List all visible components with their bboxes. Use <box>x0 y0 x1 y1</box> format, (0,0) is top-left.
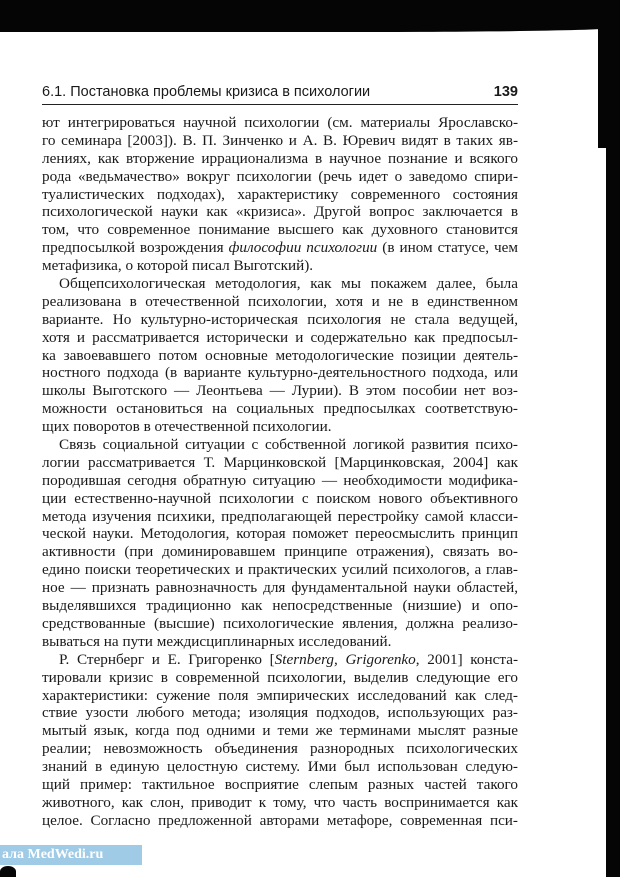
text-line: рода «ведьмачество» вокруг психологии (речь идет о заведомо спири- <box>42 167 518 185</box>
text-line: хотя и рассматривается исторически и содержательно как предпосыл- <box>42 328 518 346</box>
text-segment: Р. Стернберг и Е. Григоренко [ <box>59 650 275 668</box>
text-line: ции естественно-научной психологии с поиском нового объективного <box>42 489 518 507</box>
text-line: выделявшихся традиционно как непосредственные (низшие) и опо- <box>42 597 518 615</box>
text-line: целое. Согласно предложенной авторами метафоре, современная пси- <box>42 811 518 829</box>
text-line: мытый язык, когда под одними и теми же терминами мыслят разные <box>42 722 518 740</box>
text-line: варианте. Но культурно-историческая психология не стала ведущей, <box>42 310 518 328</box>
italic-citation: Sternberg, Grigorenko <box>274 650 416 668</box>
text-line: ное — признать равнозначность для фундаментальной науки областей, <box>42 579 518 597</box>
text-line: метафизика, о которой писал Выготский). <box>42 257 314 275</box>
paragraph-start-italic <box>42 651 518 669</box>
running-header <box>42 84 518 105</box>
text-segment: предпосылкой возрождения <box>42 239 229 257</box>
text-line: характеристики: сужение поля эмпирических исследований как след- <box>42 686 518 704</box>
italic-term: философии психологии <box>228 239 378 257</box>
running-header-title: 6.1. Постановка проблемы кризиса в психологии <box>42 84 371 100</box>
text-line: логии рассматривается Т. Марцинковской [Марцинковская, 2004] как <box>42 453 518 471</box>
scan-border-right <box>606 28 620 877</box>
paragraph-start: Общепсихологическая методология, как мы покажем далее, была <box>59 275 518 293</box>
text-line: метода изучения психики, предполагающей перестройку самой класси- <box>42 507 518 525</box>
body-text <box>42 114 518 830</box>
text-line: можности остановиться на социальных предпосылках соответствую- <box>42 400 518 418</box>
text-segment: (в ином статусе, чем <box>377 239 518 257</box>
scan-border-top-shadow <box>0 20 620 32</box>
text-line: психологической науки как «кризиса». Другой вопрос заключается в <box>42 203 518 221</box>
text-line: реализована в отечественной психологии, хотя и не в единственном <box>42 292 518 310</box>
text-line: школы Выготского — Леонтьева — Лурии). В этом пособии нет воз- <box>42 382 518 400</box>
text-line: вываться на пути междисциплинарных исследований. <box>42 632 392 650</box>
text-line: ческой науки. Методология, которая поможет переосмыслить принцип <box>42 525 518 543</box>
text-line: ка завоевавшего потом основные методологические позиции деятель- <box>42 346 518 364</box>
page-number: 139 <box>493 84 518 100</box>
text-line: ют интегрироваться научной психологии (см. материалы Ярославско- <box>42 114 518 131</box>
text-line: тировали кризис в современной психологии, выделив следующие его <box>42 668 518 686</box>
text-line: ностного подхода (в варианте культурно-деятельностного подхода, или <box>42 364 518 382</box>
text-line: животного, как слон, приводит к тому, что часть воспринимается как <box>42 793 518 811</box>
text-segment: , 2001] конста- <box>415 650 518 668</box>
text-line: активности (при доминировавшем принципе отражения), связать во- <box>42 543 518 561</box>
text-line-italic <box>42 239 518 257</box>
text-line: лениях, как вторжение иррационализма в научное познание и всякого <box>42 149 518 167</box>
scan-artifact <box>0 866 16 877</box>
paragraph-start: Связь социальной ситуации с собственной логикой развития психо- <box>59 436 518 454</box>
text-line: реалии; невозможность объединения разнородных психологических <box>42 740 518 758</box>
text-line: едино поиски теоретических и практических усилий психологов, а глав- <box>42 561 518 579</box>
text-line: знаний в единую целостную систему. Ими был использован следую- <box>42 758 518 776</box>
text-line: го семинара [2003]). В. П. Зинченко и А. В. Юревич видят в таких яв- <box>42 131 518 149</box>
text-line: щий пример: тактильное восприятие слепым разных частей такого <box>42 775 518 793</box>
text-line: том, что современное понимание высшего как духовного становится <box>42 221 518 239</box>
watermark: ала MedWedi.ru <box>0 845 142 865</box>
text-line: породившая сегодня обратную ситуацию — необходимости модифика- <box>42 471 518 489</box>
text-line: средствованные (высшие) психологические явления, должна реализо- <box>42 614 518 632</box>
text-line: туалистических подходах), характеристику современного состояния <box>42 185 518 203</box>
text-line: щих поворотов в отечественной психологии. <box>42 418 332 436</box>
text-line: ствие узости любого метода; изоляция подходов, использующих раз- <box>42 704 518 722</box>
